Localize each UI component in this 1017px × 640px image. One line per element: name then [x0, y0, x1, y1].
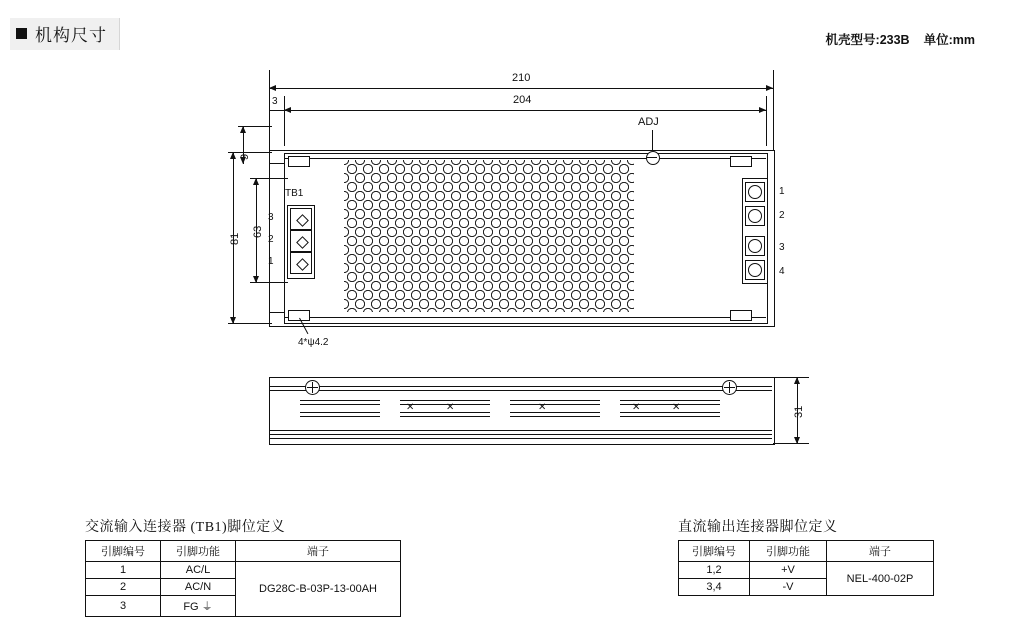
dc-pin-hole-2 [748, 209, 762, 223]
side-louver-2 [300, 404, 380, 405]
side-louver-13 [620, 400, 720, 401]
dc-cell-connector: NEL-400-02P [827, 562, 934, 596]
dc-output-table [678, 540, 934, 596]
dc-pin-label-3: 3 [779, 242, 785, 253]
dc-cell-func-1: +V [750, 562, 827, 579]
side-edge-line-2 [270, 390, 772, 391]
ac-cell-pin-3: 3 [86, 596, 161, 617]
tb1-pin-label-2: 2 [268, 234, 274, 245]
ac-input-table-wrap [85, 516, 401, 617]
ext-31-bottom [773, 443, 809, 444]
dc-pin-hole-1 [748, 185, 762, 199]
side-edge-line-4 [270, 434, 772, 435]
side-screw-left [305, 380, 320, 395]
dc-table-title: 直流输出连接器脚位定义 [678, 520, 838, 535]
model-label: 机壳型号: [825, 33, 880, 47]
side-mark-3: ✕ [538, 402, 547, 413]
adj-potentiometer [646, 151, 660, 165]
ext-9-top [238, 126, 272, 127]
ac-cell-connector: DG28C-B-03P-13-00AH [236, 562, 401, 617]
dc-th-conn: 端子 [827, 541, 934, 562]
side-louver-8 [400, 416, 490, 417]
side-mark-1: ✕ [406, 402, 415, 413]
side-louver-9 [510, 400, 600, 401]
dc-pin-hole-3 [748, 239, 762, 253]
ac-input-table [85, 540, 401, 617]
case-edge-bottom [284, 317, 766, 318]
dim-line-3 [269, 110, 284, 111]
side-louver-5 [400, 400, 490, 401]
ventilation-hex-pattern [344, 160, 634, 312]
side-edge-line-5 [270, 438, 772, 439]
dim-line-210 [269, 88, 773, 89]
table-row [86, 562, 401, 579]
case-edge-top [284, 158, 766, 159]
ext-31-top [773, 377, 809, 378]
dim-label-81: 81 [229, 232, 241, 245]
ac-th-pin: 引脚编号 [86, 541, 161, 562]
ext-63-top [250, 178, 288, 179]
ac-cell-func-3: FG ⏚ [161, 596, 236, 617]
dim-arrow-204-left [284, 107, 291, 113]
ext-line-right-210 [773, 70, 774, 150]
side-mark-4: ✕ [632, 402, 641, 413]
adj-slot [647, 157, 657, 158]
side-mark-2: ✕ [446, 402, 455, 413]
unit-label: 单位:mm [923, 33, 975, 47]
dim-arrow-9-top [240, 126, 246, 133]
ext-81-bottom [228, 323, 272, 324]
mount-notch-top-left [288, 156, 310, 167]
ac-cell-func-1: AC/L [161, 562, 236, 579]
side-view-drawing [0, 360, 1017, 480]
mount-notch-top-right [730, 156, 752, 167]
dim-label-63: 63 [252, 225, 264, 238]
dc-th-pin: 引脚编号 [679, 541, 750, 562]
side-edge-line-1 [270, 386, 772, 387]
tb1-label: TB1 [285, 188, 304, 199]
side-mark-5: ✕ [672, 402, 681, 413]
dim-arrow-210-right [766, 85, 773, 91]
dim-label-204: 204 [513, 94, 532, 106]
adj-label: ADJ [638, 116, 659, 128]
dc-th-func: 引脚功能 [750, 541, 827, 562]
dim-arrow-81-top [230, 152, 236, 159]
side-louver-3 [300, 412, 380, 413]
dc-cell-func-2: -V [750, 579, 827, 596]
ext-63-bottom [250, 282, 288, 283]
dc-output-table-wrap [678, 516, 934, 596]
dc-pin-hole-4 [748, 263, 762, 277]
table-header-row [679, 541, 934, 562]
dc-cell-pin-1: 1,2 [679, 562, 750, 579]
ac-cell-pin-1: 1 [86, 562, 161, 579]
lip-line-top-left [269, 163, 285, 164]
tb1-terminal-2 [290, 230, 312, 252]
tb1-pin-label-1: 1 [268, 256, 274, 267]
hole-callout-label: 4*ψ4.2 [298, 337, 329, 348]
table-header-row [86, 541, 401, 562]
dim-arrow-31-bottom [794, 437, 800, 444]
tb1-terminal-3 [290, 208, 312, 230]
side-louver-4 [300, 416, 380, 417]
table-row [679, 562, 934, 579]
side-louver-1 [300, 400, 380, 401]
dc-pin-label-2: 2 [779, 210, 785, 221]
dc-pin-label-4: 4 [779, 266, 785, 277]
ext-81-top [228, 152, 272, 153]
model-value: 233B [879, 33, 910, 47]
dim-arrow-31-top [794, 377, 800, 384]
page-title-text: 机构尺寸 [35, 26, 107, 45]
dim-label-210: 210 [512, 72, 531, 84]
ext-line-right-204 [766, 96, 767, 146]
ac-cell-pin-2: 2 [86, 579, 161, 596]
ac-th-conn: 端子 [236, 541, 401, 562]
dim-arrow-204-right [759, 107, 766, 113]
dim-arrow-210-left [269, 85, 276, 91]
ext-line-left-204 [284, 96, 285, 146]
dim-line-204 [284, 110, 766, 111]
ac-th-func: 引脚功能 [161, 541, 236, 562]
dim-label-9: 9 [239, 153, 251, 160]
dim-arrow-63-top [253, 178, 259, 185]
mount-notch-bottom-right [730, 310, 752, 321]
dc-cell-pin-2: 3,4 [679, 579, 750, 596]
side-louver-10 [510, 404, 600, 405]
side-louver-12 [510, 416, 600, 417]
ac-cell-func-2: AC/N [161, 579, 236, 596]
dc-pin-label-1: 1 [779, 186, 785, 197]
lip-line-bottom-left [269, 312, 285, 313]
side-edge-line-3 [270, 430, 772, 431]
side-louver-16 [620, 416, 720, 417]
side-screw-right [722, 380, 737, 395]
side-louver-11 [510, 412, 600, 413]
tb1-pin-label-3: 3 [268, 212, 274, 223]
tb1-terminal-1 [290, 252, 312, 274]
ac-table-title: 交流输入连接器 (TB1)脚位定义 [85, 520, 286, 535]
dim-label-3: 3 [272, 96, 278, 107]
dim-label-31: 31 [793, 405, 805, 418]
